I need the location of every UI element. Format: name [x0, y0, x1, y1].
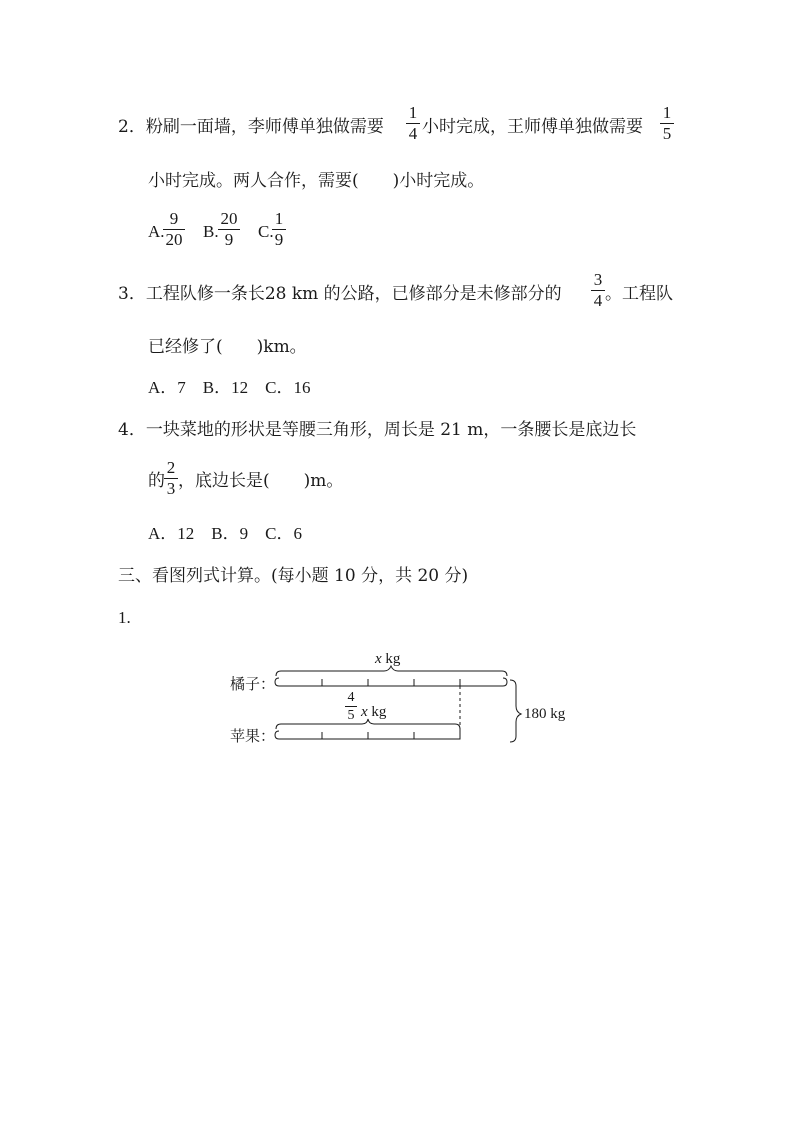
section3-heading	[118, 566, 468, 586]
q4-line2b	[178, 471, 343, 491]
total-label-text: 180 kg	[524, 706, 566, 722]
q2-line1	[118, 117, 384, 137]
q2-optA-num: 9	[169, 209, 179, 228]
apple-frac-num: 4	[347, 690, 355, 705]
q3-frac	[591, 271, 605, 310]
q3-options-text: A．7 B．12 C．16	[148, 378, 311, 397]
q2-optB-frac	[218, 210, 240, 249]
q3-frac-num: 3	[593, 270, 603, 289]
q2-frac1-den: 4	[408, 124, 418, 143]
q2-line2	[148, 171, 484, 191]
q3-options	[148, 378, 310, 398]
q3-text-a: 3．工程队修一条长28 km 的公路，已修部分是未修部分的	[118, 284, 562, 304]
q2-optB-label	[203, 222, 219, 242]
q4-frac-num: 2	[166, 458, 176, 477]
q4-text-line2b: ，底边长是( )m。	[178, 471, 344, 491]
orange-qty-unit: kg	[381, 651, 401, 667]
apple-label	[230, 725, 275, 746]
q2-optA-letter: A.	[148, 222, 165, 241]
section3-item1-text: 1.	[118, 608, 131, 627]
q2-optB-den: 9	[224, 230, 234, 249]
q4-line2a	[148, 471, 165, 491]
q4-text-line1: 4．一块菜地的形状是等腰三角形，周长是 21 m，一条腰长是底边长	[118, 420, 637, 440]
q2-optA-den: 20	[165, 230, 183, 249]
orange-bar	[275, 678, 507, 686]
q2-optA-frac	[163, 210, 185, 249]
section3-item1	[118, 608, 131, 628]
apple-frac-den: 5	[347, 708, 355, 723]
q3-line2	[148, 337, 307, 357]
q4-options-text: A．12 B．9 C．6	[148, 524, 302, 543]
q3-line1	[118, 284, 562, 304]
apple-quantity	[361, 704, 386, 721]
q2-frac2-den: 5	[662, 124, 672, 143]
q4-frac	[164, 459, 178, 498]
q2-optB-letter: B.	[203, 222, 219, 241]
q3-line1b	[605, 284, 673, 304]
q2-line1b	[422, 117, 643, 137]
q2-optC-den: 9	[274, 230, 284, 249]
apple-qty-unit: kg	[367, 704, 387, 720]
apple-quantity-frac	[345, 690, 357, 723]
q2-text-a: 2．粉刷一面墙，李师傅单独做需要	[118, 117, 384, 137]
q2-text-b: 小时完成，王师傅单独做需要	[422, 117, 643, 137]
orange-label-text: 橘子：	[230, 675, 276, 693]
q2-frac2-num: 1	[662, 103, 672, 122]
total-brace	[510, 680, 521, 742]
q4-text-line2a: 的	[148, 471, 165, 491]
q2-optC-num: 1	[274, 209, 284, 228]
section3-heading-text: 三、看图列式计算。(每小题 10 分，共 20 分)	[118, 566, 469, 586]
q4-frac-den: 3	[166, 479, 176, 498]
orange-qty-var: x	[375, 651, 382, 667]
total-label	[524, 706, 565, 723]
q3-frac-den: 4	[593, 291, 603, 310]
q3-text-b: 。工程队	[605, 284, 673, 304]
q2-optC-letter: C.	[258, 222, 274, 241]
q4-options	[148, 524, 302, 544]
apple-label-text: 苹果：	[230, 727, 276, 745]
q3-text-line2: 已经修了( )km。	[148, 337, 307, 357]
q2-frac1-num: 1	[408, 103, 418, 122]
orange-label	[230, 673, 275, 694]
q2-text-line2: 小时完成。两人合作，需要( )小时完成。	[148, 171, 485, 191]
apple-bar	[275, 731, 460, 739]
q2-frac2	[660, 104, 674, 143]
orange-quantity	[375, 651, 400, 668]
q4-line1	[118, 420, 636, 440]
q2-optB-num: 20	[220, 209, 238, 228]
apple-qty-var: x	[361, 704, 368, 720]
q2-optC-frac	[272, 210, 286, 249]
q2-frac1	[406, 104, 420, 143]
